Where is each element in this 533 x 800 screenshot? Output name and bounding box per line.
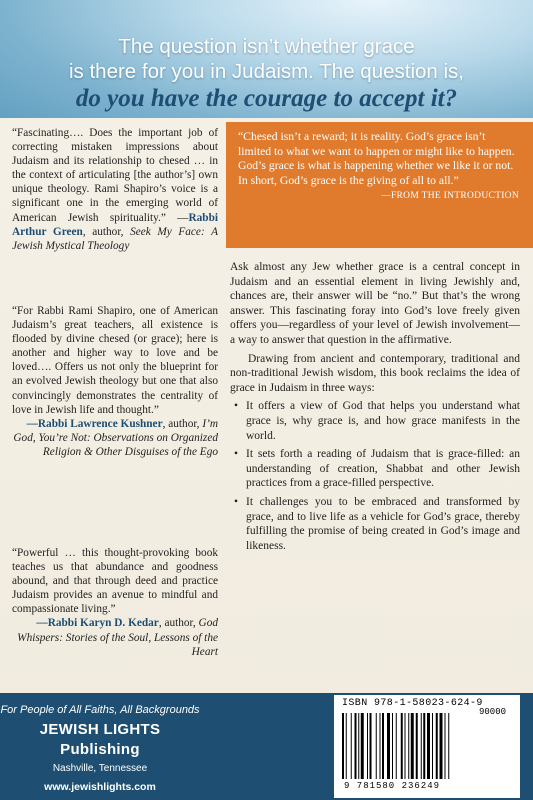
- quote-text: “Powerful … this thought-provoking book teaches us that abundance and goodness abound, and that through deed and practice Judaism provides an avenue to mindful and compassionate living.”: [12, 547, 218, 616]
- bullet-item: [230, 495, 520, 553]
- endorsement-quote: [12, 304, 218, 459]
- barcode-panel: [334, 695, 520, 798]
- bullet-icon: •: [234, 495, 239, 508]
- bullet-text: It challenges you to be embraced and transformed by grace, and to live life as a vehicle for God’s grace, thereby fulfilling the promise of being created in God’s image and likeness.: [246, 495, 520, 552]
- quote-role: , author,: [82, 225, 131, 238]
- quote-author: —Rabbi Karyn D. Kedar: [36, 617, 159, 630]
- publisher-city: Nashville, Tennessee: [52, 763, 148, 774]
- headline-line-2: is there for you in Judaism. The question is,: [68, 60, 464, 83]
- bullet-text: It offers a view of God that helps you understand what grace is, why grace is, and how grace manifests in the world.: [246, 400, 520, 442]
- quote-author: —Rabbi Lawrence Kushner: [26, 417, 163, 430]
- headline-line-1: The question isn’t whether grace: [118, 35, 415, 58]
- quote-attribution: [12, 616, 218, 658]
- bullet-list: [230, 399, 520, 553]
- introduction-quote-box: [226, 122, 533, 248]
- description-body: [230, 260, 520, 557]
- intro-quote-text: “Chesed isn’t a reward; it is reality. God’s grace isn’t limited to what we want to happen or might like to happen. God’s grace is what is happening whether we like it or not. In short, God’s grace is the giving of all to all.”: [238, 130, 515, 187]
- quote-work: Seek My Face: A Jewish Mystical Theology: [12, 225, 218, 252]
- publisher-url: www.jewishlights.com: [44, 781, 156, 793]
- barcode-image: [342, 713, 472, 781]
- endorsement-quote: [12, 126, 218, 253]
- quote-role: , author,: [158, 617, 199, 630]
- publisher-tagline: For People of All Faiths, All Backgrounds: [0, 704, 200, 716]
- quote-text: “For Rabbi Rami Shapiro, one of American Judaism’s great teachers, all existence is flooded by divine chesed (or grace); here is another and higher way to love and be loved…. Offers us not only the blueprint for an evolved Jewish theology but one that also convincingly demonstrates the centrality of love in Jewish life and thought.”: [12, 305, 218, 416]
- publisher-block: [0, 703, 200, 794]
- bullet-text: It sets forth a reading of Judaism that is grace-filled: an understanding of creation, Shabbat and other Jewish practices from a grace-filled perspective.: [246, 448, 520, 490]
- bullet-item: [230, 399, 520, 443]
- quote-attribution: [12, 417, 218, 459]
- quote-work: I’m God, You’re Not: Observations on Organized Religion & Other Disguises of the Ego: [13, 417, 218, 458]
- quote-work: God Whispers: Stories of the Soul, Lessons of the Heart: [17, 617, 218, 658]
- headline-line-3: do you have the courage to accept it?: [75, 85, 458, 112]
- barcode-digits: 9 781580 236249: [344, 781, 441, 791]
- quote-role: , author,: [162, 417, 203, 430]
- intro-quote-source: —FROM THE INTRODUCTION: [381, 191, 519, 202]
- bullet-icon: •: [234, 400, 239, 413]
- quote-author: Rabbi Arthur Green: [12, 211, 218, 238]
- body-paragraph: Drawing from ancient and contemporary, traditional and non-traditional Jewish wisdom, this book reclaims the idea of grace in Judaism in three ways:: [230, 352, 520, 394]
- headline: [0, 34, 533, 114]
- endorsement-quote: [12, 546, 218, 659]
- quote-text: “Fascinating…. Does the important job of correcting mistaken impressions about Judaism and its relationship to chesed … in the context of articulating [the author’s] own unique theology. Rami Shapiro’s voice is a significant one in the emerging world of American Jewish spirituality.” —: [12, 127, 218, 224]
- price-code: 90000: [479, 707, 507, 717]
- body-paragraph: Ask almost any Jew whether grace is a central concept in Judaism and an essential element in living Jewishly and, chances are, their answer will be “no.” But that’s the wrong answer. This fascinating foray into God’s love freely given offers you—regardless of your level of Jewish involvement—a way to answer that question in the affirmative.: [230, 261, 520, 346]
- isbn-label: ISBN 978-1-58023-624-9: [342, 698, 483, 709]
- bullet-item: [230, 447, 520, 491]
- publisher-name: JEWISH LIGHTS Publishing: [39, 721, 161, 758]
- bullet-icon: •: [234, 448, 239, 461]
